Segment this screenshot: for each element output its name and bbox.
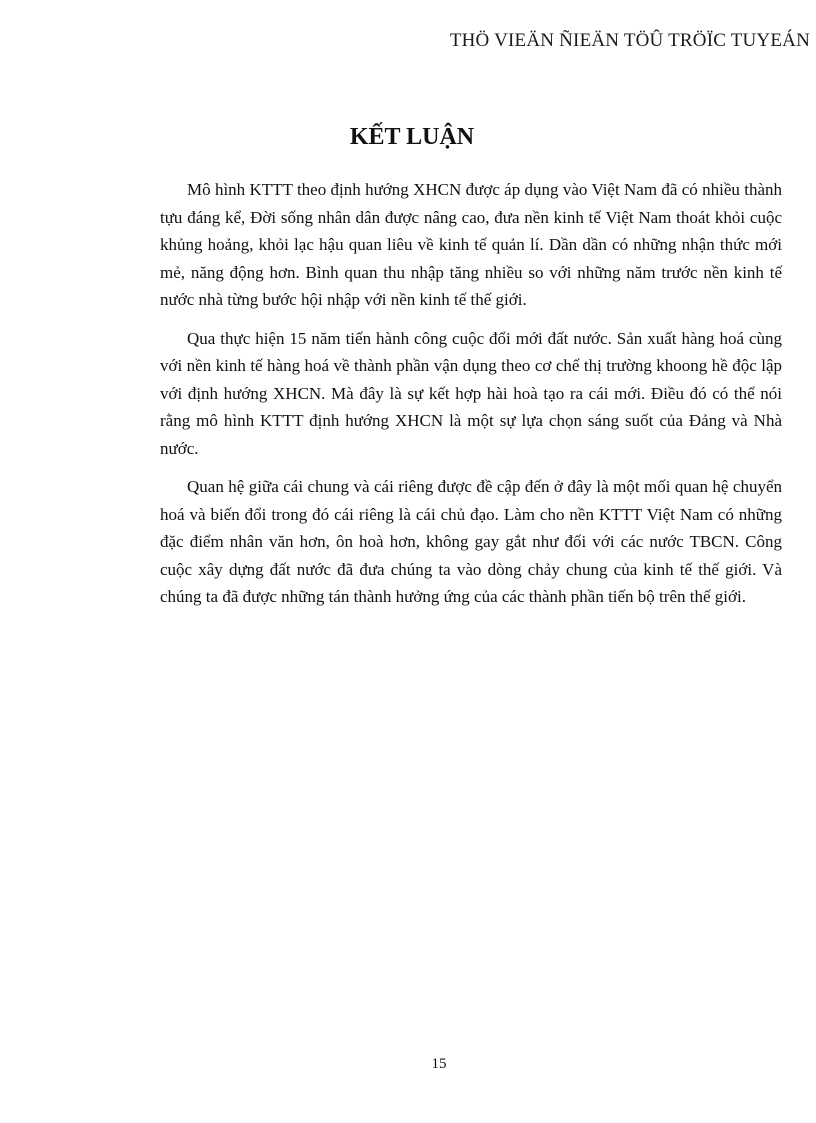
body-text: [160, 176, 782, 622]
paragraph-3: Quan hệ giữa cái chung và cái riêng được đề cập đến ở đây là một mối quan hệ chuyển hoá và biến đổi trong đó cái riêng là cái chủ đạo. Làm cho nền KTTT Việt Nam có những đặc điểm nhân văn hơn, ôn hoà hơn, không gay gắt như đối với các nước TBCN. Công cuộc xây dựng đất nước đã đưa chúng ta vào dòng chảy chung của kinh tế thế giới. Và chúng ta đã được những tán thành hưởng ứng của các thành phần tiến bộ trên thế giới.: [160, 477, 782, 606]
running-header: THÖ VIEÄN ÑIEÄN TÖÛ TRÖÏC TUYEÁN: [449, 30, 810, 51]
page-number: 15: [431, 1056, 447, 1072]
page-title: KẾT LUẬN: [349, 124, 475, 150]
paragraph-1: Mô hình KTTT theo định hướng XHCN được áp dụng vào Việt Nam đã có nhiều thành tựu đáng kể, Đời sống nhân dân được nâng cao, đưa nền kinh tế Việt Nam thoát khỏi cuộc khủng hoảng, khỏi lạc hậu quan liêu về kinh tế quản lí. Dần dần có những nhận thức mới mẻ, năng động hơn. Bình quan thu nhập tăng nhiều so với những năm trước nền kinh tế nước nhà từng bước hội nhập với nền kinh tế thế giới.: [160, 180, 782, 309]
paragraph-2: Qua thực hiện 15 năm tiến hành công cuộc đổi mới đất nước. Sản xuất hàng hoá cùng với nền kinh tế hàng hoá về thành phần vận dụng theo cơ chế thị trường khoong hề độc lập với định hướng XHCN. Mà đây là sự kết hợp hài hoà tạo ra cái mới. Điều đó có thể nói rằng mô hình KTTT định hướng XHCN là một sự lựa chọn sáng suốt của Đảng và Nhà nước.: [160, 328, 782, 458]
